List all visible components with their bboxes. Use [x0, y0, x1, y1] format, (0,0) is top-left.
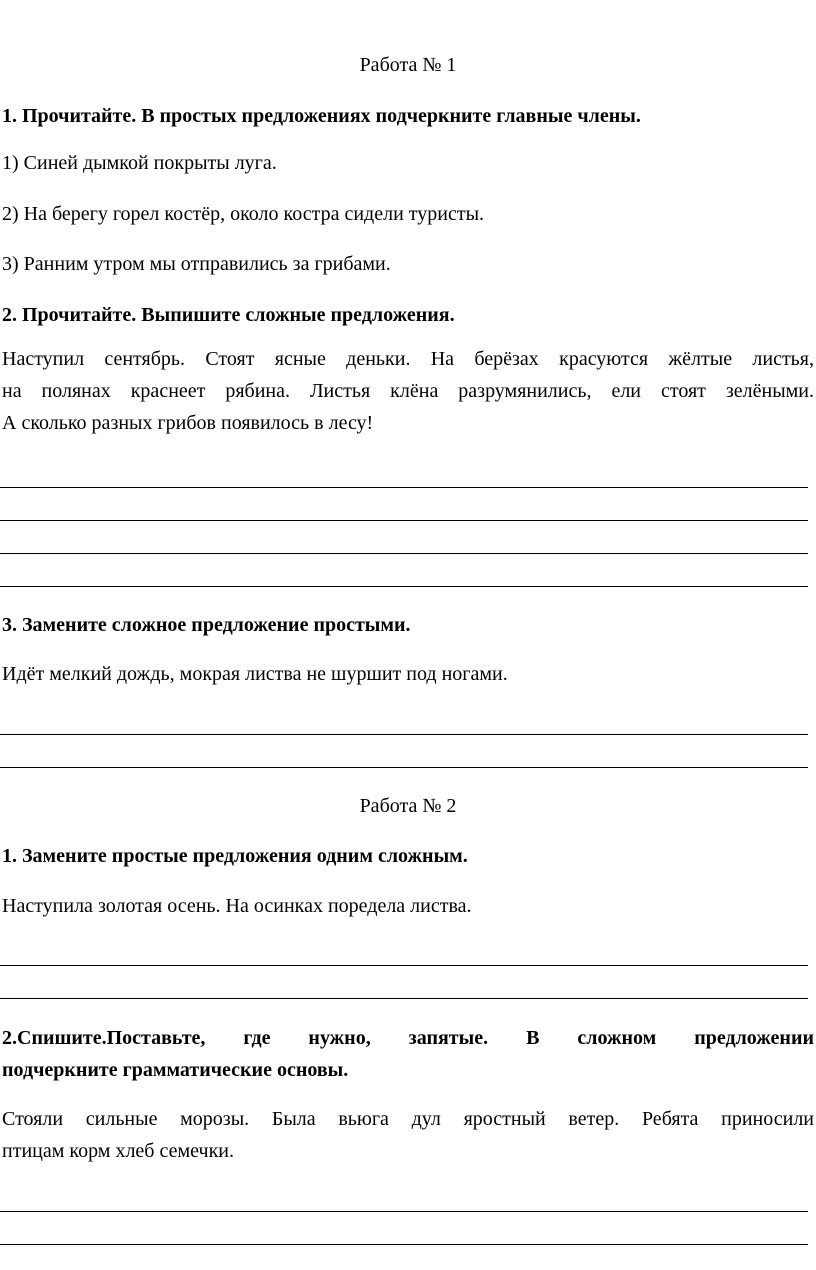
work1-task2-text-line-1: Наступил сентябрь. Стоят ясные деньки. На берёзах красуются жёлтые листья,	[2, 348, 814, 370]
work1-task1-sentence-3: 3) Ранним утром мы отправились за грибами.	[2, 253, 391, 275]
answer-line	[0, 553, 808, 554]
answer-line	[0, 1244, 808, 1245]
work1-task2-text-line-3: А сколько разных грибов появилось в лесу!	[2, 412, 374, 434]
work2-task1-heading: 1. Замените простые предложения одним сложным.	[2, 845, 468, 867]
work1-task3-text: Идёт мелкий дождь, мокрая листва не шуршит под ногами.	[2, 663, 508, 685]
answer-line	[0, 767, 808, 768]
work2-title: Работа № 2	[359, 795, 457, 817]
work1-task1-sentence-1: 1) Синей дымкой покрыты луга.	[2, 152, 277, 174]
work2-task1-text: Наступила золотая осень. На осинках поредела листва.	[2, 895, 472, 917]
work2-task2-heading-line-1: 2.Спишите.Поставьте, где нужно, запятые. В сложном предложении	[2, 1027, 814, 1049]
answer-line	[0, 734, 808, 735]
work1-task1-heading: 1. Прочитайте. В простых предложениях подчеркните главные члены.	[2, 105, 641, 127]
work2-task2-heading	[2, 1022, 814, 1086]
answer-line	[0, 998, 808, 999]
work2-task2-text-line-1: Стояли сильные морозы. Была вьюга дул яростный ветер. Ребята приносили	[2, 1108, 814, 1130]
answer-line	[0, 487, 808, 488]
work1-task1-sentence-2: 2) На берегу горел костёр, около костра сидели туристы.	[2, 203, 485, 225]
work1-task2-text-line-2: на полянах краснеет рябина. Листья клёна разрумянились, ели стоят зелёными.	[2, 380, 814, 402]
answer-line	[0, 586, 808, 587]
answer-line	[0, 520, 808, 521]
work1-task2-heading: 2. Прочитайте. Выпишите сложные предложения.	[2, 304, 455, 326]
work1-task3-heading: 3. Замените сложное предложение простыми.	[2, 614, 411, 636]
work1-task2-text	[2, 343, 814, 439]
work1-title: Работа № 1	[359, 54, 457, 76]
answer-line	[0, 1211, 808, 1212]
work2-task2-text	[2, 1103, 814, 1167]
work2-task2-text-line-2: птицам корм хлеб семечки.	[2, 1140, 234, 1162]
work2-task2-heading-line-2: подчеркните грамматические основы.	[2, 1059, 349, 1081]
answer-line	[0, 965, 808, 966]
